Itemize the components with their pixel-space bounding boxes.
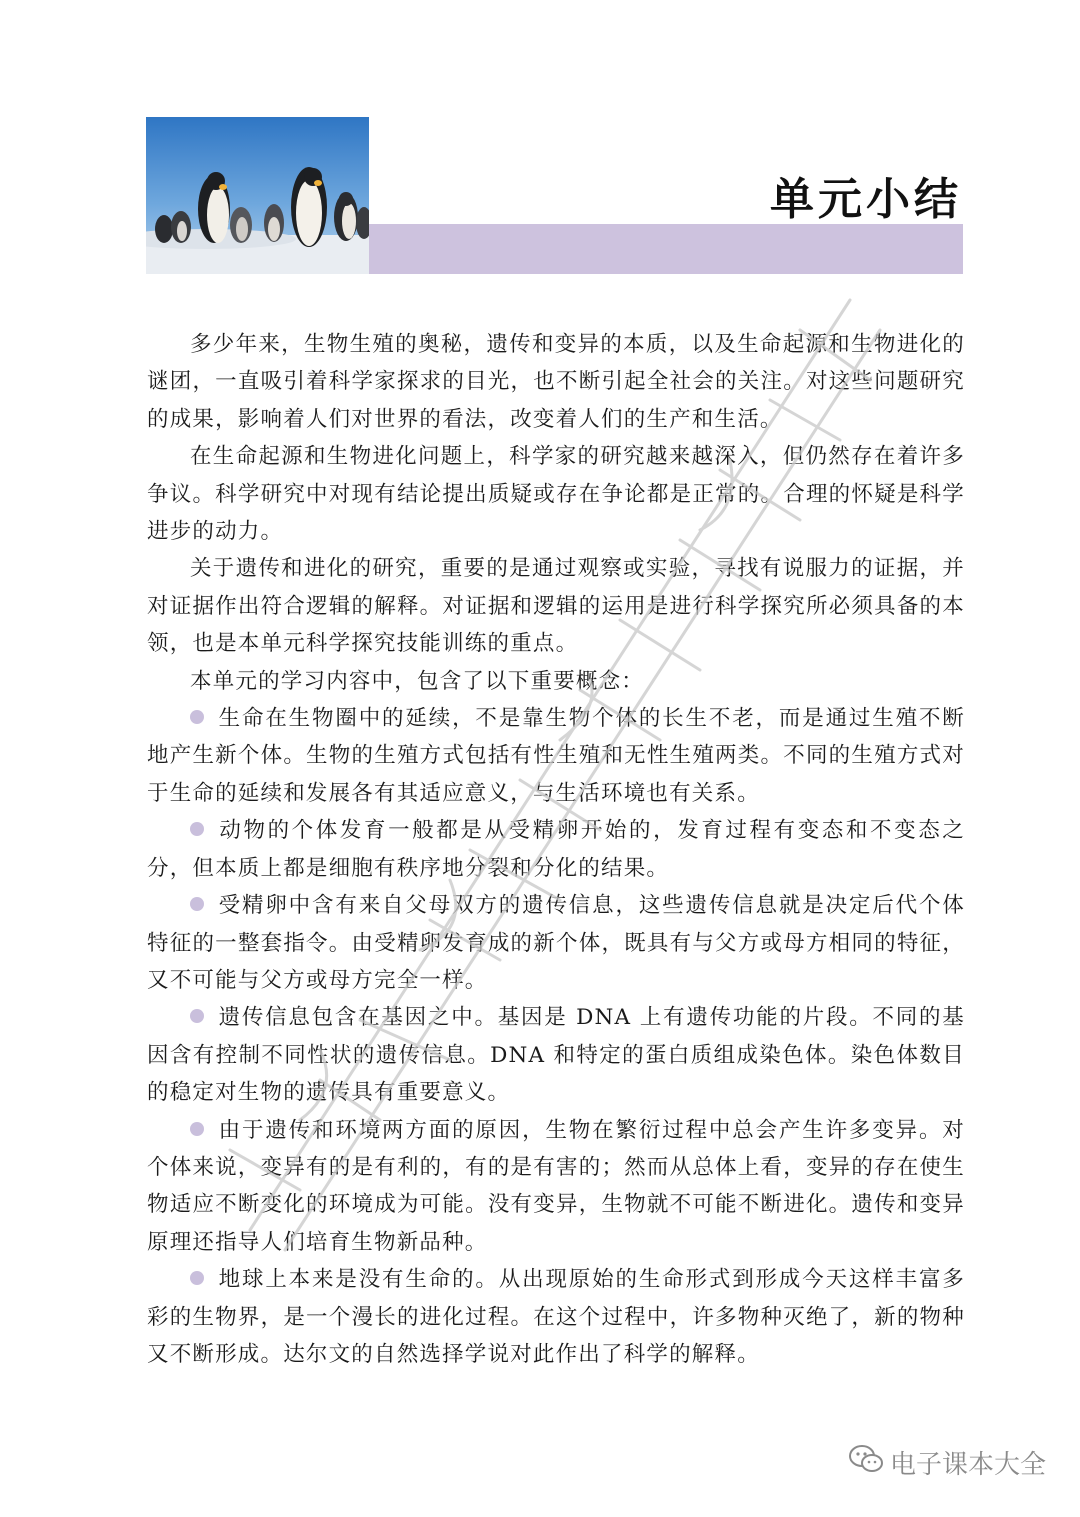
summary-body bbox=[147, 326, 965, 1373]
bullet-dot-icon bbox=[190, 822, 204, 836]
bullet-dot-icon bbox=[190, 1009, 204, 1023]
footer-account bbox=[848, 1444, 1046, 1481]
intro-paragraph: 关于遗传和进化的研究，重要的是通过观察或实验，寻找有说服力的证据，并对证据作出符合逻辑的解释。对证据和逻辑的运用是进行科学探究所必须具备的本领，也是本单元科学探究技能训练的重点。 bbox=[147, 556, 965, 657]
title-band bbox=[369, 224, 963, 274]
intro-paragraph: 在生命起源和生物进化问题上，科学家的研究越来越深入，但仍然存在着许多争议。科学研究中对现有结论提出质疑或存在争论都是正常的。合理的怀疑是科学进步的动力。 bbox=[147, 444, 965, 545]
bullet-dot-icon bbox=[190, 1122, 204, 1136]
header-photo-penguins bbox=[146, 117, 369, 274]
concept-item bbox=[147, 999, 965, 1111]
concept-text: 由于遗传和环境两方面的原因，生物在繁衍过程中总会产生许多变异。对个体来说，变异有的是有利的，有的是有害的；然而从总体上看，变异的存在使生物适应不断变化的环境成为可能。没有变异，生物就不可能不断进化。遗传和变异原理还指导人们培育生物新品种。 bbox=[147, 1117, 965, 1255]
concept-text: 地球上本来是没有生命的。从出现原始的生命形式到形成今天这样丰富多彩的生物界，是一个漫长的进化过程。在这个过程中，许多物种灭绝了，新的物种又不断形成。达尔文的自然选择学说对此作出了科学的解释。 bbox=[147, 1267, 965, 1367]
bullet-dot-icon bbox=[190, 1271, 204, 1285]
wechat-icon bbox=[848, 1444, 884, 1481]
bullet-dot-icon bbox=[190, 710, 204, 724]
bullet-dot-icon bbox=[190, 897, 204, 911]
concept-item bbox=[147, 887, 965, 999]
concept-text: 遗传信息包含在基因之中。基因是 DNA 上有遗传功能的片段。不同的基因含有控制不同性状的遗传信息。DNA 和特定的蛋白质组成染色体。染色体数目的稳定对生物的遗传具有重要意义。 bbox=[147, 1005, 965, 1106]
page-title: 单元小结 bbox=[770, 174, 962, 225]
account-name: 电子课本大全 bbox=[889, 1450, 1046, 1480]
concept-text: 生命在生物圈中的延续，不是靠生物个体的长生不老，而是通过生殖不断地产生新个体。生物的生殖方式包括有性生殖和无性生殖两类。不同的生殖方式对于生命的延续和发展各有其适应意义，与生活环境也有关系。 bbox=[147, 706, 965, 806]
concept-text: 受精卵中含有来自父母双方的遗传信息，这些遗传信息就是决定后代个体特征的一整套指令。由受精卵发育成的新个体，既具有与父方或母方相同的特征，又不可能与父方或母方完全一样。 bbox=[147, 893, 965, 993]
concept-item bbox=[147, 812, 965, 887]
concept-item bbox=[147, 1261, 965, 1373]
intro-paragraph: 本单元的学习内容中，包含了以下重要概念： bbox=[190, 668, 645, 694]
concept-item bbox=[147, 700, 965, 812]
intro-paragraph: 多少年来，生物生殖的奥秘，遗传和变异的本质，以及生命起源和生物进化的谜团，一直吸引着科学家探求的目光，也不断引起全社会的关注。对这些问题研究的成果，影响着人们对世界的看法，改变着人们的生产和生活。 bbox=[147, 332, 965, 432]
concept-item bbox=[147, 1112, 965, 1262]
concept-text: 动物的个体发育一般都是从受精卵开始的，发育过程有变态和不变态之分，但本质上都是细胞有秩序地分裂和分化的结果。 bbox=[147, 818, 965, 881]
